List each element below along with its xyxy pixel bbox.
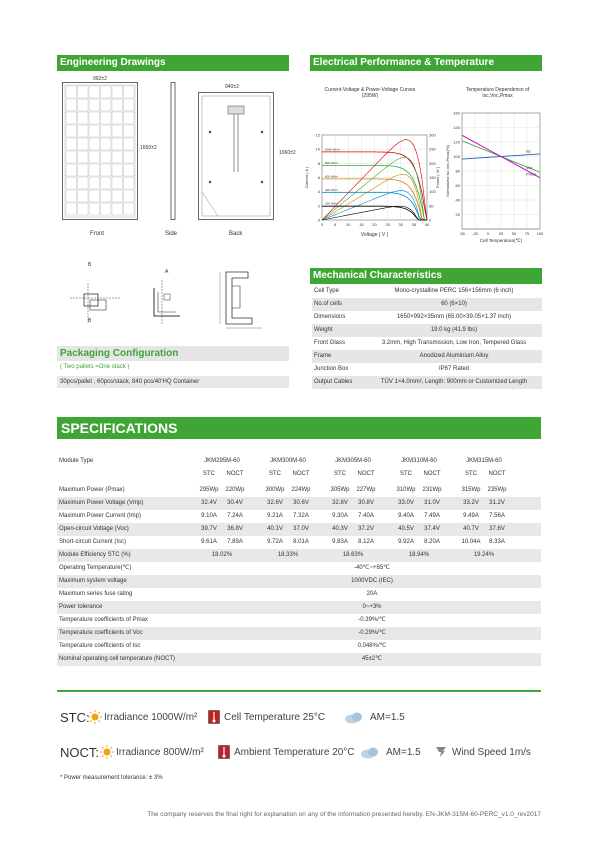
sun-icon [88, 710, 102, 727]
y-tick-label: 120 [453, 139, 460, 145]
packaging-header: Packaging Configuration [57, 346, 289, 361]
spec-label: Operating Temperature(℃) [59, 565, 132, 571]
spec-value: 30.4V [227, 500, 243, 506]
divider [57, 70, 289, 71]
x-tick-label: 30 [398, 222, 403, 227]
x-tick-label: 15 [359, 222, 364, 227]
cell-outline [112, 164, 123, 176]
y2-tick-label: 300 [429, 132, 436, 138]
cell-outline [101, 125, 112, 137]
temp-line-label: Pmax [526, 171, 537, 177]
x-tick-label: 10 [346, 222, 351, 227]
cell-outline [112, 112, 123, 124]
spec-value: 37.6V [489, 526, 505, 532]
cell-outline [66, 125, 77, 137]
mechanical-key: Front Glass [314, 340, 346, 346]
spec-value: 39.7V [201, 526, 217, 532]
cell-outline [101, 99, 112, 111]
cell-outline [66, 151, 77, 163]
spec-value: 7.56A [489, 513, 505, 519]
noct-am: AM=1.5 [386, 747, 421, 758]
engineering-header: Engineering Drawings [57, 55, 289, 70]
spec-value: 220Wp [225, 487, 245, 493]
spec-common-row [57, 653, 541, 666]
x-tick-label: 0 [486, 231, 490, 236]
cell-outline [101, 177, 112, 189]
cell-outline [112, 203, 123, 215]
noct-header: NOCT [357, 471, 375, 477]
stc-cell-temperature: Cell Temperature 25°C [224, 712, 326, 723]
efficiency-value: 19.24% [473, 552, 495, 558]
cell-outline [78, 177, 89, 189]
temp-chart [440, 105, 545, 250]
temp-line-label: Isc [526, 148, 532, 154]
x-tick-label: 5 [334, 222, 337, 227]
electrical-header: Electrical Performance & Temperature Dependence [310, 55, 542, 70]
y2-tick-label: 200 [429, 160, 436, 166]
efficiency-row [57, 549, 541, 562]
noct-header: NOCT [488, 471, 506, 477]
efficiency-value: 18.63% [342, 552, 364, 558]
specifications-header: SPECIFICATIONS [57, 417, 541, 439]
x-tick-label: 35 [411, 222, 417, 227]
divider [310, 70, 542, 71]
spec-value: 40.1V [267, 526, 283, 532]
spec-value: 7.32A [293, 513, 309, 519]
spec-value: 7.49A [424, 513, 440, 519]
cell-outline [89, 112, 100, 124]
spec-value: 40.5V [398, 526, 414, 532]
mechanical-row [312, 298, 542, 311]
mechanical-value: 19.0 kg (41.9 lbs) [430, 327, 478, 333]
cell-outline [89, 203, 100, 215]
spec-label: Open-circuit Voltage (Voc) [59, 526, 129, 532]
y-tick-label: 60 [455, 183, 460, 188]
cell-outline [124, 151, 135, 163]
spec-value: 310Wp [396, 487, 416, 493]
y2-tick-label: 150 [429, 175, 436, 180]
iv-chart [300, 105, 450, 250]
dim-top: 992±2 [93, 76, 107, 82]
stc-conditions [60, 710, 540, 732]
cell-outline [78, 99, 89, 111]
cloud-icon [344, 711, 364, 727]
mechanical-row [312, 363, 542, 376]
cell-outline [112, 86, 123, 98]
stc-header: STC [334, 471, 346, 477]
spec-common-row [57, 614, 541, 627]
series-label: 400 W/m² [325, 187, 339, 192]
temp-chart-title: Temperature Dependence of Isc,Voc,Pmax [465, 87, 530, 99]
spec-common-row [57, 627, 541, 640]
cell-outline [112, 190, 123, 202]
x-tick-label: 40 [424, 222, 430, 227]
label-a: A [165, 269, 169, 275]
spec-value: 32.8V [332, 500, 348, 506]
spec-value: 32.6V [267, 500, 283, 506]
divider [57, 690, 541, 692]
y2-axis-label: Power ( W ) [435, 166, 440, 189]
sun-icon [100, 745, 114, 762]
spec-row [57, 497, 541, 510]
spec-value: 40.3V [332, 526, 348, 532]
thermometer-icon [208, 710, 220, 727]
spec-value: 9.21A [267, 513, 283, 519]
stc-header: STC [400, 471, 412, 477]
spec-value: 40.7V [463, 526, 479, 532]
mechanical-value: Anodized Aluminium Alloy [419, 353, 489, 359]
y-axis-label: Current ( A ) [304, 166, 309, 189]
cell-outline [78, 203, 89, 215]
x-axis-label: Cell Temperature(℃) [479, 238, 523, 243]
cell-outline [124, 86, 135, 98]
model-name: JKM310M-60 [401, 458, 437, 464]
x-tick-label: 75 [524, 231, 530, 236]
spec-value: 8.20A [424, 539, 440, 545]
efficiency-value: 18.33% [277, 552, 299, 558]
packaging-note: ( Two pallets =One stack ) [60, 364, 130, 370]
frame-profile-drawing [218, 268, 268, 330]
spec-value: 33.2V [463, 500, 479, 506]
series-label: 200 W/m² [325, 201, 339, 206]
spec-value: 227Wp [356, 487, 376, 493]
cell-outline [89, 151, 100, 163]
dim-height: 1650±2 [140, 145, 157, 151]
y-tick-label: 4 [317, 189, 320, 195]
noct-header: NOCT [423, 471, 441, 477]
mechanical-row [312, 350, 542, 363]
spec-value: 231Wp [422, 487, 442, 493]
spec-common-value: -40℃~+85℃ [354, 565, 390, 571]
spec-value: 9.83A [332, 539, 348, 545]
spec-value: 315Wp [461, 487, 481, 493]
efficiency-value: 18.94% [408, 552, 430, 558]
cell-outline [112, 99, 123, 111]
cell-outline [78, 151, 89, 163]
stc-label: STC: [60, 710, 90, 725]
back-drawing [198, 92, 274, 220]
stc-am: AM=1.5 [370, 712, 405, 723]
mechanical-key: No.of cells [314, 301, 343, 307]
spec-value: 9.10A [201, 513, 217, 519]
y-tick-label: 8 [317, 160, 320, 166]
spec-label: Maximum series fuse rating [59, 591, 133, 597]
cell-outline [112, 177, 123, 189]
side-label: Side [165, 231, 178, 237]
cell-outline [66, 112, 77, 124]
mechanical-row [312, 376, 542, 389]
cell-outline [124, 177, 135, 189]
spec-value: 37.0V [293, 526, 309, 532]
noct-ambient-temperature: Ambient Temperature 20°C [234, 747, 355, 758]
x-tick-label: -50 [459, 231, 465, 236]
spec-common-value: 1000VDC (IEC) [351, 578, 393, 584]
dim-back: 940±2 [225, 84, 239, 90]
spec-value: 7.40A [358, 513, 374, 519]
spec-label: Temperature coefficients of Isc [59, 643, 141, 649]
noct-header: NOCT [226, 471, 244, 477]
cell-outline [101, 86, 112, 98]
mechanical-value: 60 (6×10) [441, 301, 467, 307]
cell-outline [89, 177, 100, 189]
mechanical-key: Cell Type [314, 288, 339, 294]
y-tick-label: 160 [453, 110, 460, 116]
mechanical-row [312, 337, 542, 350]
cell-outline [66, 138, 77, 150]
y-tick-label: 0 [317, 217, 320, 223]
noct-wind-speed: Wind Speed 1m/s [452, 747, 531, 758]
noct-irradiance: Irradiance 800W/m² [116, 747, 204, 758]
mechanical-key: Weight [314, 327, 333, 333]
mechanical-key: Junction Box [314, 366, 349, 372]
spec-row [57, 484, 541, 497]
spec-value: 36.8V [227, 526, 243, 532]
stc-header: STC [203, 471, 215, 477]
cell-outline [101, 164, 112, 176]
spec-value: 295Wp [199, 487, 219, 493]
noct-label: NOCT: [60, 745, 99, 760]
spec-common-row [57, 562, 541, 575]
cell-outline [112, 151, 123, 163]
mechanical-row [312, 311, 542, 324]
noct-conditions [60, 745, 540, 767]
spec-value: 9.40A [398, 513, 414, 519]
spec-common-row [57, 601, 541, 614]
y-tick-label: 12 [315, 132, 320, 138]
cell-outline [66, 203, 77, 215]
spec-value: 32.4V [201, 500, 217, 506]
divider [310, 283, 542, 284]
cell-outline [101, 203, 112, 215]
spec-value: 300Wp [265, 487, 285, 493]
y2-tick-label: 50 [429, 203, 434, 209]
series-label: 1000 W/m² [325, 147, 340, 152]
label-b-top: B [88, 262, 92, 268]
model-name: JKM315M-60 [466, 458, 502, 464]
cell-outline [112, 125, 123, 137]
spec-value: 30.6V [293, 500, 309, 506]
x-tick-label: 20 [372, 222, 377, 227]
y-tick-label: 2 [317, 203, 320, 209]
spec-value: 9.72A [267, 539, 283, 545]
model-name: JKM295M-60 [204, 458, 240, 464]
y-tick-label: 6 [317, 175, 320, 180]
cell-outline [89, 99, 100, 111]
cell-outline [101, 138, 112, 150]
spec-value: 8.01A [293, 539, 309, 545]
cell-outline [124, 112, 135, 124]
mechanical-value: TÜV 1×4.0mm², Length: 900mm or Customized Length [380, 379, 528, 385]
front-label: Front [90, 231, 105, 237]
spec-label: Maximum Power Voltage (Vmp) [59, 500, 144, 506]
spec-label: Power tolerance [59, 604, 103, 610]
mechanical-row [312, 324, 542, 337]
cloud-icon [360, 746, 380, 762]
mechanical-value: IP67 Rated [438, 366, 470, 372]
temp-line-label: Voc [526, 165, 533, 171]
x-tick-label: 50 [511, 231, 517, 236]
spec-common-value: 20A [366, 591, 378, 597]
cell-outline [66, 177, 77, 189]
mechanical-value: Mono-crystalline PERC 156×156mm (6 inch) [394, 288, 514, 294]
x-tick-label: 25 [498, 231, 504, 236]
cell-outline [112, 138, 123, 150]
footer: The company reserves the final right for explanation on any of the information presented hereby. EN-JKM-315M-60-PERC_v1.0_rev2017 [147, 811, 541, 818]
spec-label: Temperature coefficients of Voc [59, 630, 143, 636]
cell-outline [89, 190, 100, 202]
y-tick-label: 10 [315, 146, 320, 152]
cell-outline [78, 164, 89, 176]
spec-row [57, 510, 541, 523]
packaging-detail: 30pcs/pallet , 60pcs/stack, 840 pcs/40'HQ Container [57, 376, 289, 388]
y-tick-label: 40 [455, 197, 460, 203]
spec-value: 33.0V [398, 500, 414, 506]
y2-tick-label: 250 [429, 146, 436, 152]
stc-irradiance: Irradiance 1000W/m² [104, 712, 198, 723]
spec-value: 305Wp [330, 487, 350, 493]
cell-outline [66, 164, 77, 176]
spec-value: 9.49A [463, 513, 479, 519]
y-tick-label: 140 [453, 125, 460, 130]
cell-outline [101, 190, 112, 202]
cell-outline [124, 203, 135, 215]
label-b-bottom: B [88, 318, 92, 324]
model-name: JKM305M-60 [335, 458, 371, 464]
stc-header: STC [269, 471, 281, 477]
mechanical-key: Frame [314, 353, 332, 359]
cell-outline [124, 190, 135, 202]
back-label: Back [229, 231, 243, 237]
iv-chart-title: Current-Voltage & Power-Voltage Curves (295W) [324, 87, 416, 99]
cell-outline [78, 138, 89, 150]
mechanical-header: Mechanical Characteristics [310, 268, 542, 283]
spec-label: Maximum Power (Pmax) [59, 487, 125, 493]
y-tick-label: 20 [455, 212, 460, 217]
detail-a-drawing [70, 283, 120, 323]
series-label: 600 W/m² [325, 174, 339, 179]
mechanical-key: Output Cables [314, 379, 353, 385]
x-tick-label: 100 [536, 231, 544, 236]
cell-outline [89, 125, 100, 137]
y2-tick-label: 0 [429, 217, 432, 223]
y2-tick-label: 100 [429, 189, 436, 195]
spec-value: 7.24A [227, 513, 243, 519]
spec-value: 224Wp [291, 487, 311, 493]
thermometer-icon [218, 745, 230, 762]
cell-outline [78, 86, 89, 98]
model-name: JKM300M-60 [270, 458, 306, 464]
front-drawing [62, 82, 138, 220]
spec-value: 31.0V [424, 500, 440, 506]
spec-label: Module Efficiency STC (%) [59, 552, 131, 558]
y-tick-label: 80 [455, 168, 460, 174]
cell-outline [78, 112, 89, 124]
cell-outline [66, 86, 77, 98]
spec-common-row [57, 640, 541, 653]
stc-header: STC [465, 471, 477, 477]
x-tick-label: 25 [385, 222, 390, 227]
spec-value: 8.12A [358, 539, 374, 545]
spec-value: 10.04A [461, 539, 481, 545]
cell-outline [89, 164, 100, 176]
mechanical-row [312, 285, 542, 298]
spec-value: 9.61A [201, 539, 217, 545]
mechanical-value: 1650×992×35mm (65.00×39.05×1.37 inch) [396, 314, 512, 320]
detail-b-drawing [150, 280, 190, 325]
spec-label: Nominal operating cell temperature (NOCT) [59, 656, 176, 662]
cell-outline [66, 190, 77, 202]
cell-outline [78, 125, 89, 137]
x-tick-label: -25 [472, 231, 478, 236]
spec-value: 9.30A [332, 513, 348, 519]
spec-value: 37.2V [358, 526, 374, 532]
spec-label: Maximum system voltage [59, 578, 127, 584]
series-label: 800 W/m² [325, 160, 339, 165]
cell-outline [101, 112, 112, 124]
spec-value: 8.33A [489, 539, 505, 545]
spec-common-row [57, 588, 541, 601]
spec-common-row [57, 575, 541, 588]
cell-outline [89, 138, 100, 150]
spec-common-value: -0.39%/℃ [358, 617, 386, 623]
spec-value: 31.2V [489, 500, 505, 506]
spec-label: Module Type [59, 458, 94, 464]
spec-label: Maximum Power Current (Imp) [59, 513, 142, 519]
tolerance-note: * Power measurement tolerance: ± 3% [60, 775, 163, 781]
noct-header: NOCT [292, 471, 310, 477]
mechanical-key: Dimensions [314, 314, 346, 320]
y-tick-label: 100 [453, 154, 460, 159]
spec-value: 9.92A [398, 539, 414, 545]
spec-condition-row [57, 468, 541, 481]
spec-common-value: -0.29%/℃ [358, 630, 386, 636]
cell-outline [101, 151, 112, 163]
spec-row [57, 523, 541, 536]
spec-common-value: 45±2℃ [361, 656, 383, 662]
wind-icon [434, 745, 448, 762]
cell-outline [124, 125, 135, 137]
x-tick-label: 0 [320, 222, 324, 227]
spec-common-value: 0.048%/℃ [357, 643, 387, 649]
spec-value: 235Wp [487, 487, 507, 493]
cell-outline [124, 164, 135, 176]
spec-value: 30.8V [358, 500, 374, 506]
spec-row [57, 536, 541, 549]
cell-outline [124, 138, 135, 150]
cell-outline [78, 190, 89, 202]
mechanical-value: 3.2mm, High Transmission, Low Iron, Tempered Glass [381, 340, 527, 346]
dim-side2: 1060±2 [279, 150, 296, 156]
spec-model-row [57, 455, 541, 468]
cell-outline [66, 99, 77, 111]
spec-common-value: 0~+3% [362, 604, 382, 610]
spec-label: Temperature coefficients of Pmax [59, 617, 148, 623]
cell-outline [124, 99, 135, 111]
efficiency-value: 18.02% [211, 552, 233, 558]
side-drawing [170, 82, 176, 220]
spec-value: 7.89A [227, 539, 243, 545]
x-axis-label: Voltage ( V ) [360, 232, 389, 238]
spec-label: Short-circuit Current (Isc) [59, 539, 127, 545]
y-axis-label: Normalized Isc,Voc,Pmax(%) [445, 145, 450, 197]
spec-value: 37.4V [424, 526, 440, 532]
cell-outline [89, 86, 100, 98]
